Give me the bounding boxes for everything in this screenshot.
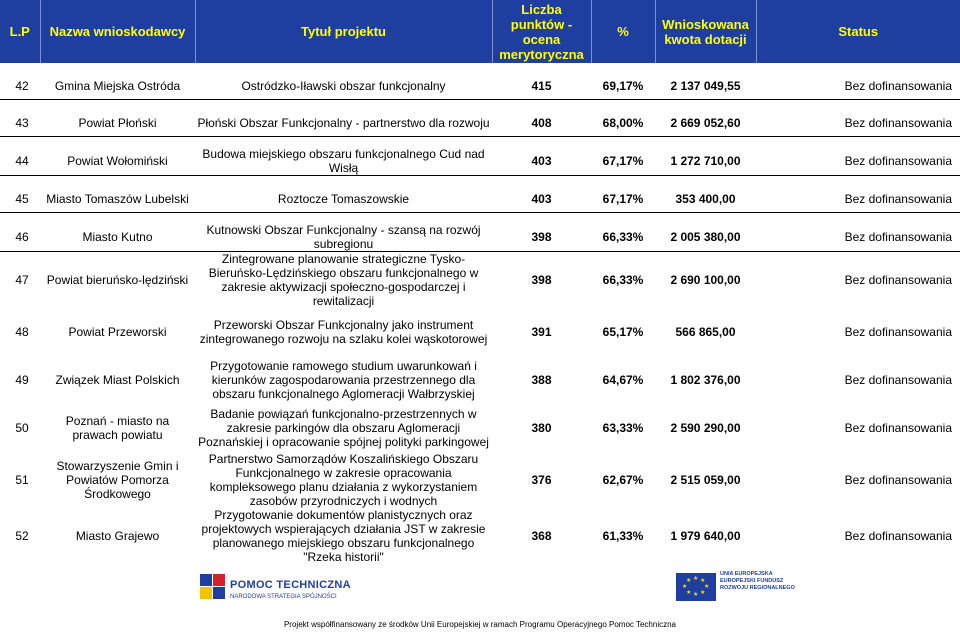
cell-project: Ostródzko-Iławski obszar funkcjonalny [195,73,492,100]
cell-amount: 2 669 052,60 [655,110,756,137]
cell-status: Bez dofinansowania [756,223,960,252]
cell-status: Bez dofinansowania [844,421,952,435]
cell-points: 388 [531,373,552,387]
cell-lp: 52 [15,529,29,543]
header-row [0,0,960,63]
cell-points: 403 [492,186,591,213]
table-row [0,186,960,213]
header-status: Status [756,0,960,63]
cell-status: Bez dofinansowania [844,325,952,339]
cell-points: 398 [492,223,591,252]
cell-applicant: Powiat Płoński [40,110,195,137]
cell-applicant: Poznań - miasto na prawach powiatu [65,414,170,442]
eu-line-3: ROZWOJU REGIONALNEGO [720,585,795,591]
footer-note: Projekt współfinansowany ze środków Unii Europejskiej w ramach Programu Operacyjnego Pomoc Techniczna [283,620,677,629]
cell-points: 368 [531,529,552,543]
cell-lp: 47 [15,273,29,287]
eu-logo [676,569,795,613]
cell-percent: 64,67% [602,373,644,387]
cell-lp: 50 [15,421,29,435]
cell-status: Bez dofinansowania [756,186,960,213]
cell-lp: 49 [15,373,29,387]
cell-amount: 353 400,00 [655,186,756,213]
eu-flag-icon: ★ ★ ★ ★ ★ ★ ★ ★ [676,573,716,601]
cell-applicant: Miasto Tomaszów Lubelski [40,186,195,213]
cell-status: Bez dofinansowania [756,110,960,137]
cell-points: 415 [492,73,591,100]
cell-lp: 44 [0,147,40,176]
cell-applicant: Miasto Kutno [40,223,195,252]
cell-percent: 66,33% [602,273,644,287]
cell-amount: 2 690 100,00 [670,273,741,287]
cell-applicant: Stowarzyszenie Gmin i Powiatów Pomorza Środkowego [56,459,179,501]
table-row [0,252,960,309]
cell-status: Bez dofinansowania [756,73,960,100]
cell-applicant: Związek Miast Polskich [55,373,180,387]
cell-points: 398 [531,273,552,287]
table-row [0,73,960,100]
table-row [0,356,960,404]
logo-strip [0,563,960,615]
header-amount: Wnioskowana kwota dotacji [655,0,756,63]
cell-applicant: Gmina Miejska Ostróda [40,73,195,100]
table-row [0,110,960,137]
cell-amount: 2 005 380,00 [655,223,756,252]
cell-project: Roztocze Tomaszowskie [195,186,492,213]
table-row [0,223,960,252]
cell-amount: 2 515 059,00 [670,473,741,487]
cell-percent: 61,33% [602,529,644,543]
cell-status: Bez dofinansowania [844,373,952,387]
cell-applicant: Powiat Wołomiński [40,147,195,176]
cell-project: Zintegrowane planowanie strategiczne Tysko-Bieruńsko-Lędzińskiego obszaru funkcjonalnego w zakresie aktywizacji społeczno-gospodarczej i rewitalizacji [208,252,479,308]
cell-status: Bez dofinansowania [844,529,952,543]
pomoc-techniczna-logo [196,568,366,613]
cell-applicant: Powiat Przeworski [68,325,167,339]
cell-applicant: Powiat bieruńsko-lędziński [46,273,189,287]
cell-lp: 51 [15,473,29,487]
cell-project: Kutnowski Obszar Funkcjonalny - szansą na rozwój subregionu [195,223,492,252]
cell-points: 391 [531,325,552,339]
pt-logo-subtitle: NARODOWA STRATEGIA SPÓJNOŚCI [230,594,337,600]
table-row [0,404,960,452]
header-points: Liczba punktów - ocena merytoryczna [492,0,591,63]
cell-status: Bez dofinansowania [844,273,952,287]
header-project: Tytuł projektu [195,0,492,63]
table-row [0,508,960,564]
cell-amount: 2 590 290,00 [670,421,741,435]
cell-points: 403 [492,147,591,176]
cell-amount: 566 865,00 [675,325,736,339]
cell-lp: 43 [0,110,40,137]
logo-square-icon [213,574,225,586]
cell-percent: 65,17% [602,325,644,339]
cell-amount: 2 137 049,55 [655,73,756,100]
cell-lp: 45 [0,186,40,213]
cell-percent: 68,00% [591,110,655,137]
cell-amount: 1 272 710,00 [655,147,756,176]
header-applicant: Nazwa wnioskodawcy [40,0,195,63]
eu-line-1: UNIA EUROPEJSKA [720,571,773,577]
cell-project: Przygotowanie ramowego studium uwarunkowań i kierunków zagospodarowania przestrzennego dla obszaru funkcjonalnego Aglomeracji Wałbrzyskiej [210,359,477,401]
table-row [0,147,960,176]
pt-logo-title: POMOC TECHNICZNA [230,579,351,591]
cell-status: Bez dofinansowania [756,147,960,176]
cell-points: 376 [531,473,552,487]
logo-square-icon [200,574,212,586]
cell-percent: 62,67% [602,473,644,487]
cell-points: 380 [531,421,552,435]
cell-project: Budowa miejskiego obszaru funkcjonalnego Cud nad Wisłą [195,147,492,176]
table-row [0,452,960,508]
cell-amount: 1 979 640,00 [670,529,741,543]
cell-amount: 1 802 376,00 [670,373,741,387]
cell-project: Płoński Obszar Funkcjonalny - partnerstwo dla rozwoju [195,110,492,137]
cell-percent: 67,17% [591,186,655,213]
cell-percent: 66,33% [591,223,655,252]
cell-percent: 67,17% [591,147,655,176]
header-lp: L.P [0,0,40,63]
cell-project: Partnerstwo Samorządów Koszalińskiego Obszaru Funkcjonalnego w zakresie opracowania kompleksowego planu działania z wykorzystaniem zasobów przyrodniczych i wodnych [208,452,479,508]
logo-square-icon [200,587,212,599]
cell-project: Przygotowanie dokumentów planistycznych oraz projektowych wspierających działania JST w zakresie planowanego miejskiego obszaru funkcjonalnego "Rzeka historii" [201,508,486,564]
cell-points: 408 [492,110,591,137]
cell-status: Bez dofinansowania [844,473,952,487]
cell-project: Przeworski Obszar Funkcjonalny jako instrument zintegrowanego rozwoju na szlaku kolei wąskotorowej [199,318,488,346]
eu-logo-text [720,571,795,592]
cell-applicant: Miasto Grajewo [75,529,160,543]
cell-lp: 46 [0,223,40,252]
cell-lp: 42 [0,73,40,100]
header-percent: % [591,0,655,63]
cell-percent: 69,17% [591,73,655,100]
cell-lp: 48 [15,325,29,339]
table-row [0,308,960,356]
cell-project: Badanie powiązań funkcjonalno-przestrzennych w zakresie parkingów dla obszaru Aglomeracji Poznańskiej i opracowanie spójnej polityki parkingowej [198,407,489,449]
logo-square-icon [213,587,225,599]
cell-percent: 63,33% [602,421,644,435]
eu-line-2: EUROPEJSKI FUNDUSZ [720,578,784,584]
